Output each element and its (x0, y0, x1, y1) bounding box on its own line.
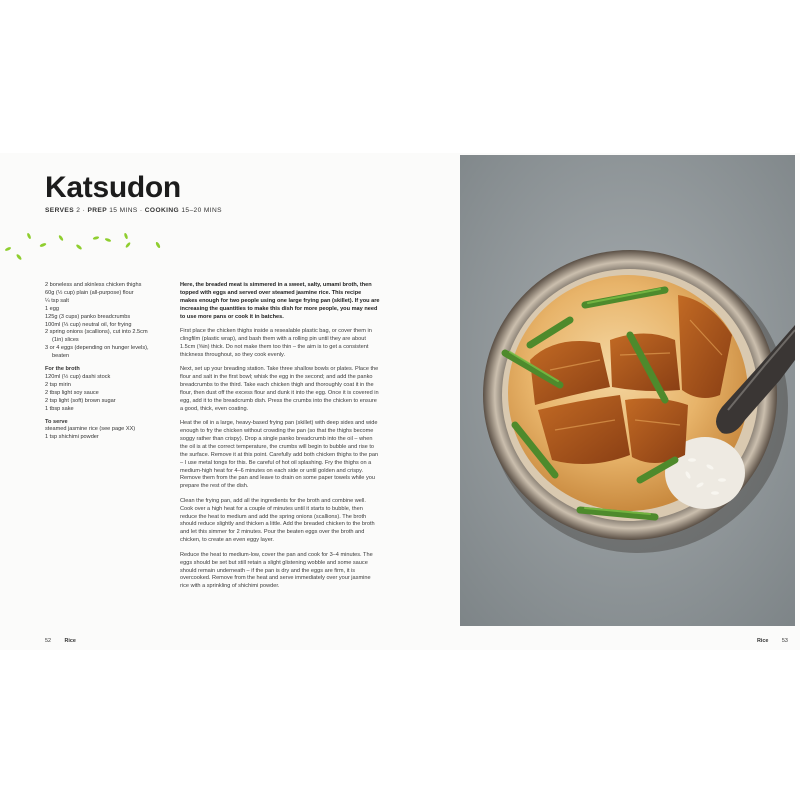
method-step: Reduce the heat to medium-low, cover the pan and cook for 3–4 minutes. The eggs should be set but still retain a slight glistening wobble and some sauce should remain underneath – if the pan is dry and the eggs are firm, it is overcooked. Remove from the heat and serve immediately over your jasmine rice with a sprinkling of shichimi powder. (180, 551, 373, 590)
cooking-value: 15–20 MINS (181, 207, 222, 214)
recipe-meta: SERVES 2 · PREP 15 MINS · COOKING 15–20 MINS (45, 207, 222, 214)
ingredient-item: 125g (3 cups) panko breadcrumbs (45, 313, 131, 320)
right-page-number: 53 (781, 638, 788, 644)
katsudon-photo (460, 155, 795, 626)
ingredient-item-continued: beaten (52, 353, 70, 360)
ingredients-list (45, 282, 170, 442)
method-step: First place the chicken thighs inside a resealable plastic bag, or cover them in clingfilm (plastic wrap), and bash them with a rolling pin until they are about 1.5cm (⅝in) thick. Do not make them too thin – the aim is to get a consistent thickness throughout, so they cook evenly. (180, 328, 372, 358)
prep-value: 15 MINS (109, 207, 138, 214)
ingredient-item: 1 egg (45, 305, 59, 312)
ingredient-item: 2 boneless and skinless chicken thighs (45, 282, 142, 288)
broth-heading: For the broth (45, 366, 80, 373)
left-page-number: 52 (45, 638, 51, 644)
method-intro: Here, the breaded meat is simmered in a sweet, salty, umami broth, then topped with eggs and served over steamed jasmine rice. This recipe makes enough for two people using one large frying pan (skillet). If you are increasing the quantities to make this dish for more people, you may need to use more pans or cook it in batches. (180, 282, 380, 320)
left-section-name: Rice (64, 638, 76, 644)
broth-item: 120ml (½ cup) dashi stock (45, 373, 111, 380)
right-folio (757, 638, 788, 644)
ingredient-item-continued: (1in) slices (52, 337, 79, 344)
serves-value: 2 (76, 207, 81, 214)
left-folio (45, 638, 76, 644)
ingredient-item: 100ml (⅓ cup) neutral oil, for frying (45, 321, 132, 328)
broth-item: 1 tbsp sake (45, 405, 74, 412)
decorative-leaves-icon (0, 226, 170, 266)
serve-item: 1 tsp shichimi powder (45, 434, 99, 441)
method-step: Clean the frying pan, add all the ingredients for the broth and combine well. Cook over a high heat for a couple of minutes until it starts to bubble, then reduce the heat to medium and add the spring onions (scallions). The broth should reduce slightly and thicken a little. Add the breaded chicken to the broth and let this simmer for 2 minutes. Pour the beaten eggs over the broth and chicken, to create an even eggy layer. (180, 497, 375, 544)
cooking-label: COOKING (144, 207, 180, 214)
method-step: Heat the oil in a large, heavy-based frying pan (skillet) with deep sides and wide enough to fry the chicken without crowding the pan (so that the thighs become soggy rather than crispy). Drop a single panko breadcrumb into the oil – when the oil is at the correct temperature, the crumbs will begin to bubble and rise to the surface. Remove it at this point. Carefully add both chicken thighs to the pan – I use metal tongs for this. Be careful of hot oil splashing. Fry the thighs on a medium-high heat for 4–6 minutes on each side or until golden and crispy. Remove them from the pan and leave to drain on some paper towels while you prepare the rest of the dish. (180, 420, 379, 490)
broth-item: 2 tsp light (soft) brown sugar (45, 397, 116, 404)
ingredient-item: ¼ tsp salt (45, 297, 69, 304)
method-step: Next, set up your breading station. Take three shallow bowls or plates. Place the flour and salt in the first bowl; whisk the egg in the second; and add the panko breadcrumbs to the third. Take each chicken thigh and thoroughly coat it in the flour, then dust off the excess flour and dunk it into the egg. Once it is covered in egg, add it to the breadcrumb dish. Press the crumbs into the chicken to ensure a good, thick, even coating. (180, 366, 379, 412)
ingredient-item: 3 or 4 eggs (depending on hunger levels), (45, 345, 149, 352)
serves-label: SERVES (45, 207, 75, 214)
ingredient-item: 60g (½ cup) plain (all-purpose) flour (45, 289, 134, 296)
katsudon-bowl-illustration (460, 155, 795, 626)
serve-heading: To serve (45, 418, 68, 425)
broth-item: 2 tbsp light soy sauce (45, 389, 99, 396)
ingredient-item: 2 spring onions (scallions), cut into 2.5cm (45, 329, 148, 336)
prep-label: PREP (87, 207, 107, 214)
serve-item: steamed jasmine rice (see page XX) (45, 426, 136, 433)
method-text (180, 282, 380, 598)
broth-item: 2 tsp mirin (45, 381, 71, 388)
recipe-title: Katsudon (45, 171, 181, 204)
right-section-name: Rice (757, 638, 769, 644)
